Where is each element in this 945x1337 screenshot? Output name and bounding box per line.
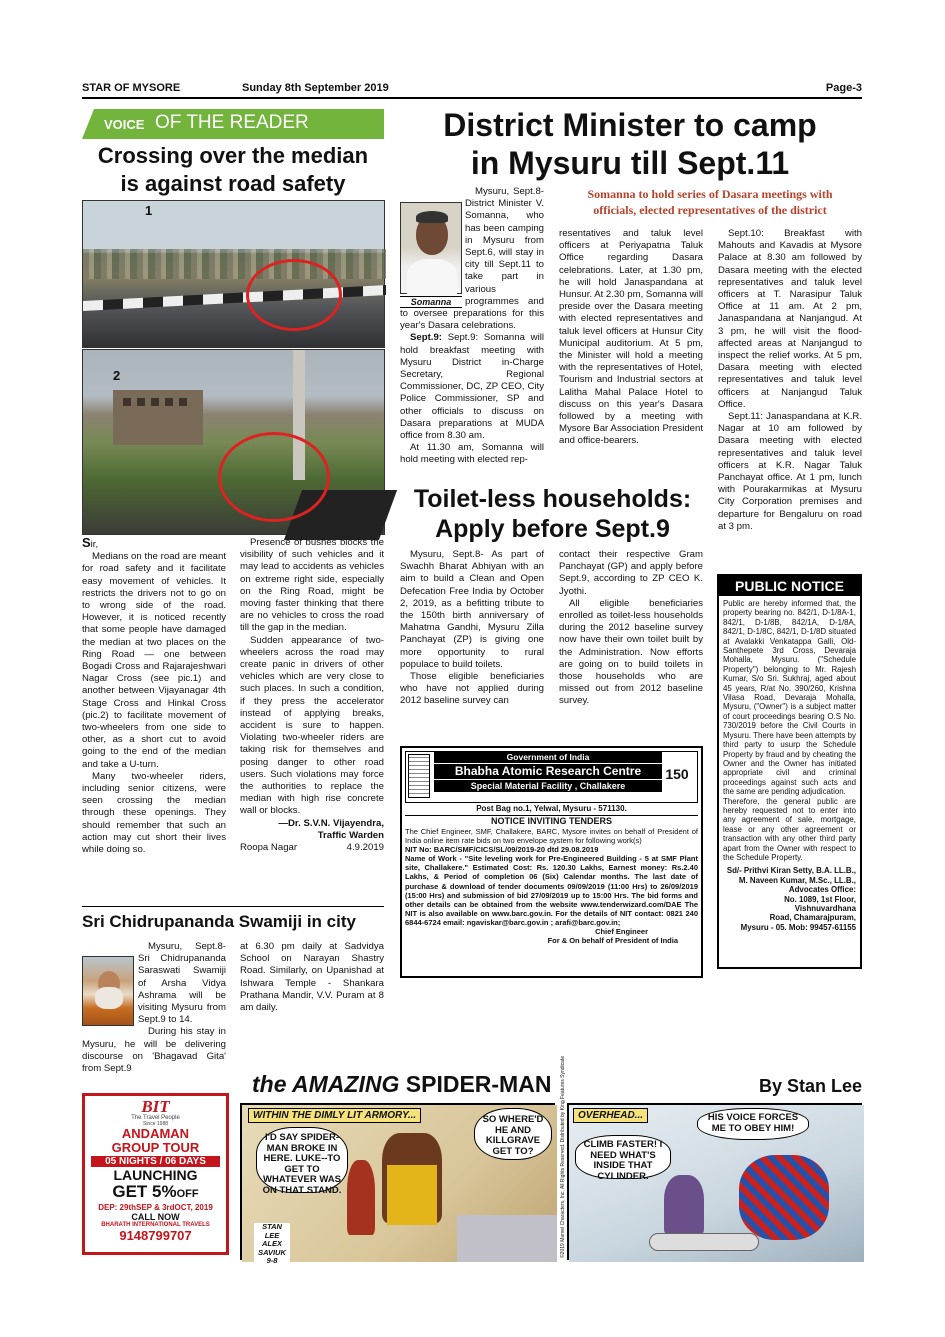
highlight-circle-1 <box>246 259 342 331</box>
toilet-col1: Mysuru, Sept.8- As part of Swachh Bharat Abhiyan with an aim to build a Clean and Open Defecation Free India by October 2, 2019, as a befitting tribute to the 150th birth anniversary of Mahatma Gandhi, Mysuru Zilla Panchayat (ZP) is giving one more opportunity to rural populace to build toilets. Those eligible beneficiaries who have not applied during 2012 baseline survey can <box>400 549 544 707</box>
somanna-caption: Somanna <box>400 296 462 308</box>
tender-title: NOTICE INVITING TENDERS <box>490 816 612 826</box>
comic-bubble-1: I'D SAY SPIDER-MAN BROKE IN HERE. LUKE--TO GET TO WHATEVER WAS ON THAT STAND. <box>256 1127 348 1193</box>
bit-logo: BIT <box>141 1097 170 1116</box>
comic-bubble-2: SO WHERE'D HE AND KILLGRAVE GET TO? <box>474 1108 552 1160</box>
issue-date: Sunday 8th September 2019 <box>242 82 389 94</box>
minister-subhead: Somanna to hold series of Dasara meetings with officials, elected representatives of the district <box>587 187 833 217</box>
bit-travel-ad: BIT The Travel People Since 1988 ANDAMAN GROUP TOUR 05 NIGHTS / 06 DAYS LAUNCHING GET 5%OFF DEP: 29thSEP & 3rdOCT, 2019 CALL NOW BHARATH INTERNATIONAL TRAVELS 9148799707 <box>82 1093 229 1255</box>
comic-caption-2: OVERHEAD... <box>573 1108 648 1123</box>
toilet-col2: contact their respective Gram Panchayat (GP) and apply before Sept.9, according to ZP CEO K. Jyothi. All eligible beneficiaries enrolled as toilet-less households during the 2012 baseline survey now have their own toilet built by the Administration. Now efforts are going on to build toilets in those households who are missed out from 2012 baseline survey. <box>559 549 703 707</box>
pic-number-1: 1 <box>145 203 153 218</box>
comic-panel-1 <box>240 1103 555 1265</box>
median-photo-1 <box>82 200 385 348</box>
swamiji-col2: at 6.30 pm daily at Sadvidya School on Narayan Shastry Road. Similarly, on Upanishad at Ishwara Temple - Shankara Prathana Mandir, V.V. Puram at 8 am daily. <box>240 941 384 1014</box>
comic-panel-2 <box>567 1103 862 1260</box>
swamiji-headline: Sri Chidrupananda Swamiji in city <box>82 912 356 931</box>
pic-number-2: 2 <box>113 368 121 383</box>
gandhi-150-logo: 150 <box>665 766 689 782</box>
voice-headline: Crossing over the median is against road safety <box>97 143 369 196</box>
tender-header: Government of India Bhabha Atomic Research Centre Special Material Facility , Challakere 150 <box>405 751 698 803</box>
barc-tender-notice: Government of India Bhabha Atomic Research Centre Special Material Facility , Challakere 150 Post Bag no.1, Yelwal, Mysuru - 571130. NOTICE INVITING TENDERS The Chief Engineer, SMF, Challakere, BARC, Mysore invites on behalf of President of India online item rate bids on two envelope system for following work(s) NIT No: BARC/SMF/CICS/SL/09/2019-20 dtd 29.08.2019 Name of Work - "Site leveling work for Pre-Engineered Building - 5 at SMF Plant site, Challakere." Estimated Cost: Rs. 120.30 Lakhs, Earnest money: Rs.2.40 Lakhs, & Period of completion 06 (Six) Calendar months. The last date of purchase & download of tender documents 09/09/2019 (11:00 Hrs) to 26/09/2019 (15:00 Hrs) and submission of bid 27/09/2019 up to 15:00 Hrs. The bid forms and other details can be obtained from the website www.tenderwizard.com/DAE The NIT is also available on www.barc.gov.in. For the details of NIT contact: 0821 240 6844-6724 email: ngaviskar@barc.gov.in ; arafi@barc.gov.in; Chief Engineer For & On behalf of President of India <box>400 746 703 978</box>
killgrave-figure <box>664 1175 704 1235</box>
letter-signature: —Dr. S.V.N. Vijayendra, Traffic Warden <box>278 817 384 841</box>
comic-caption-1: WITHIN THE DIMLY LIT ARMORY... <box>248 1108 421 1123</box>
dropcap: S <box>82 535 91 550</box>
voice-tag-b: OF THE READER <box>155 112 309 133</box>
paper-name: STAR OF MYSORE <box>82 82 181 94</box>
toilet-headline: Toilet-less households: Apply before Sept.9 <box>413 485 692 543</box>
comic-bubble-3: CLIMB FASTER! I NEED WHAT'S INSIDE THAT CYLINDER. <box>575 1135 671 1179</box>
voice-tag <box>82 109 384 139</box>
comic-bubble-4: HIS VOICE FORCES ME TO OBEY HIM! <box>697 1108 809 1140</box>
minister-headline: District Minister to camp in Mysuru till Sept.11 <box>443 107 817 181</box>
minister-col3: Sept.10: Breakfast with Mahouts and Kavadis at Mysore Palace at 8.30 am followed by Dasara meeting with the elected representatives and taluk level officers at T. Narasipur Taluk Office at 11 am. At 2 pm, Janaspandana at Nanjangud. At 3 pm, he will visit the flood-affected areas at Nanjangud to inspect the relief works. At 5 pm, Dasara meeting with elected representatives and taluk level officers at Nanjangud Taluk Office. Sept.11: Janaspandana at K.R. Nagar at 10 am followed by Dasara meeting with elected representatives and taluk level officers at K.R. Nagar Taluk Panchayat office. At 1 pm, lunch with Pourakarmikas at Mysuru City Corporation premises and departure for Bengaluru on road at 3 pm. <box>718 228 862 532</box>
minister-col2: resentatives and taluk level officers at Periyapatna Taluk Office regarding Dasara celebrations. Later, at 1.30 pm, he will hold Janaspandana at Hunsur. At 2.30 pm, Somanna will preside over the Dasara meeting with elected representatives and taluk level officers at Hunsur City Municipal auditorium. At 5 pm, the Minister will hold a meeting with the representatives of Hotel, Tourism and Industrial sectors at Lalitha Mahal Palace Hotel to discuss on this year's Dasara followed by a meeting with Mysore Bar Association President and office-bearers. <box>559 228 703 447</box>
comic-credit: STAN LEE ALEX SAVIUK 9-8 <box>254 1223 290 1266</box>
comic-copyright: ©2019 Marvel Characters, Inc. All Rights Reserved. Distributed by King Features Syndicate <box>560 1055 566 1258</box>
page-number: Page-3 <box>825 82 862 94</box>
voice-tag-a: VOICE <box>104 117 145 132</box>
public-notice-title: PUBLIC NOTICE <box>719 576 860 596</box>
swamiji-col1: Mysuru, Sept.8- Sri Chidrupananda Saraswati Swamiji of Arsha Vidya Ashrama will be visiting Mysuru from Sept.9 to 14. During his stay in Mysuru, he will be delivering discourse on 'Bhagavad Gita' from Sept.9 <box>82 941 226 1075</box>
barc-emblem-icon <box>408 754 430 798</box>
public-notice: PUBLIC NOTICE Public are hereby informed that, the property bearing no. 842/1, D-1/8A-1, 842/1, D-1/8B, 842/1A, D-1/8A, 842/1, D-1/8C, 842/1, D-1/8D situated at Avalakki Venkatappa Galli, Old-Santhepete 3rd Cross, Devaraja Mohalla, Mysuru. ("Schedule Property") belonging to Mr. Rajesh Kumar, S/o Sri. Sukhraj, aged about 45 years, R/at No. 390/260, Krishna Vilasa Road, Devaraja Mohalla, Mysuru, ("Owner") is a subject matter of court proceedings bearing O.S No. 730/2019 before the Civil Courts in Mysuru. There have been attempts by third party to usurp the Schedule Property by fraud and by cheating the Owner and the Owner has initiated appropriate civil and criminal proceedings against such acts and the same are pending adjudication. Therefore, the general public are hereby requested not to enter into any agreement of sale, mortgage, lease or any other agreement or transaction with any other third party apart from the Owner with respect to the Schedule Property. Sd/- Prithvi Kiran Setty, B.A. LL.B., M. Naveen Kumar, M.Sc., LL.B., Advocates Office: No. 1089, 1st Floor, Vishnuvardhana Road, Chamarajpuram, Mysuru - 05. Mob: 99457-61155 <box>717 574 862 969</box>
median-photo-2 <box>82 349 385 535</box>
spider-man-figure <box>739 1155 829 1240</box>
comic-title: the AMAZING SPIDER-MAN <box>252 1071 552 1097</box>
voice-letter-col2: Presence of bushes blocks the visibility of such vehicles and it may lead to accidents as vehicles on extreme right side, especially on the Ring Road, might be moving faster thinking that there are no vehicles to cross the road till the gap in the median. Sudden appearance of two-wheelers across the road may create panic in drivers of other vehicles which are very close to such places. In such a condition, if they press the accelerator instead of applying breaks, accident is sure to happen. Violating two-wheeler riders are taking risk for themselves and posing danger to other road users. Such violations may force the authorities to replace the median with high rise concrete wall or blocks. —Dr. S.V.N. Vijayendra, Traffic Warden Roopa Nagar 4.9.2019 <box>240 537 384 854</box>
spider-man-comic <box>240 1055 862 1265</box>
minister-col1: Mysuru, Sept.8- District Minister V. Somanna, who has been camping in Mysuru from Sept.6, will stay in city till Sept.11 to take part in various programmes and to oversee preparations for this year's Dasara celebrations. Sept.9: Sept.9: Somanna will hold breakfast meeting with Mysuru District in-Charge Secretary, Regional Commissioner, DC, ZP CEO, City Police Commissioner, SP and other officials to discuss on Dasara preparations at MUDA office from 8.30 am. At 11.30 am, Somanna will hold meeting with elected rep- <box>400 186 544 466</box>
woman-figure <box>347 1160 375 1235</box>
masthead <box>82 80 862 98</box>
highlight-circle-2 <box>218 432 330 522</box>
comic-byline: By Stan Lee <box>758 1076 862 1096</box>
voice-letter-col1: Sir, Medians on the road are meant for road safety and it facilitate easy movement of vehicles. It restricts the drivers not to go on to wrong side of the road. However, it is noticed recently that some people have damaged the median at two places on the Ring Road — one between Bogadi Cross and Rajarajeshwari Nagar Cross (see pic.1) and another between Vijayanagar 4th Stage Cross and Hinkal Cross (pic.2) to facilitate movement of two-wheelers from one side to other, as a short cut to avoid going to the end of the median and take a U-turn. Many two-wheeler riders, including senior citizens, were seen crossing the median through these openings. They should remember that such an action may cut short their lives while doing so. <box>82 535 226 856</box>
